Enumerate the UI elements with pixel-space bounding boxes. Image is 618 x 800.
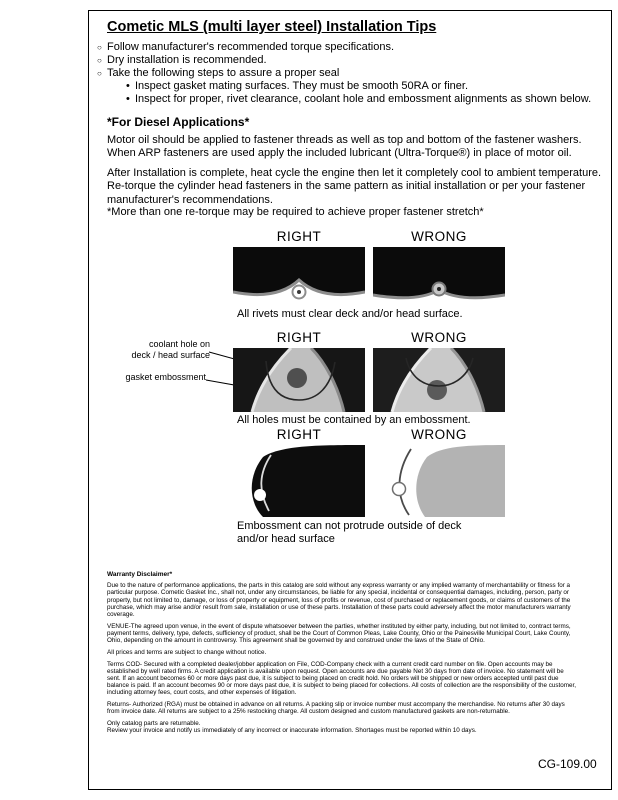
- coolant-hole-wrong-image: [373, 348, 505, 412]
- caption-line: Embossment can not protrude outside of deck: [237, 520, 462, 532]
- warranty-section: [107, 571, 579, 739]
- sub-tips-list: [107, 80, 598, 106]
- rivet-diagram-row: [233, 229, 505, 304]
- tip-item: [98, 67, 598, 106]
- right-label: RIGHT: [276, 330, 322, 345]
- rivet-caption: All rivets must clear deck and/or head surface.: [237, 308, 463, 320]
- embossment-right-image: [233, 445, 365, 517]
- installation-tips-list: [98, 41, 598, 106]
- tip-text: Follow manufacturer's recommended torque specifications.: [107, 41, 395, 53]
- embossment-images: [233, 445, 505, 517]
- warranty-heading: Warranty Disclaimer*: [107, 571, 173, 578]
- wrong-label: WRONG: [411, 427, 467, 442]
- coolant-hole-diagram-row: [233, 330, 505, 412]
- warranty-paragraph: Review your invoice and notify us immediately of any incorrect or inaccurate information. Shortages must be reported within 10 days.: [107, 727, 477, 735]
- caption-line: and/or head surface: [237, 533, 335, 545]
- tip-text: Take the following steps to assure a proper seal: [107, 67, 340, 79]
- sub-tip-item: [126, 80, 598, 93]
- right-label: RIGHT: [276, 229, 322, 244]
- diesel-paragraph-oil: Motor oil should be applied to fastener threads as well as top and bottom of the fastener washers. When ARP fasteners are used apply the included lubricant (Ultra-Torque®) in place of motor oil.: [107, 134, 582, 160]
- document-number: CG-109.00: [538, 757, 597, 771]
- holes-caption: All holes must be contained by an embossment.: [237, 414, 471, 426]
- right-wrong-header: [233, 427, 505, 442]
- coolant-hole-annotation: [128, 339, 210, 361]
- rivet-images: [233, 247, 505, 304]
- right-wrong-header: [233, 229, 505, 244]
- wrong-label: WRONG: [411, 229, 467, 244]
- coolant-hole-images: [233, 348, 505, 412]
- sub-tip-text: Inspect for proper, rivet clearance, coolant hole and embossment alignments as shown below.: [135, 93, 592, 105]
- right-wrong-header: [233, 330, 505, 345]
- annotation-line: coolant hole on: [148, 339, 210, 349]
- warranty-paragraph: Terms COD- Secured with a completed dealer/jobber application on File, COD-Company check with a current credit card number on file. Open accounts may be established by well rated firms. A credit application is available upon request. Open accounts are due payable Net 30 days from date of invoice. No statement will be sent. If an account becomes 60 or more days past due, it is subject to being placed on credit hold. No orders will be shipped or new orders accepted until past due balance is paid. If an account becomes 90 or more days past due, it is subject to being placed for collections. All costs of collection are the responsibility of the customer, including attorney fees, court costs, and other expenses of litigation.: [107, 660, 577, 697]
- tip-text: Dry installation is recommended.: [107, 54, 267, 66]
- page-title: Cometic MLS (multi layer steel) Installation Tips: [107, 19, 437, 35]
- annotation-line: deck / head surface: [131, 350, 210, 360]
- tip-item: [98, 41, 598, 54]
- tip-item: [98, 54, 598, 67]
- coolant-hole-right-image: [233, 348, 365, 412]
- warranty-paragraph: Due to the nature of performance applications, the parts in this catalog are sold without any express warranty or any implied warranty of merchantability or fitness for a particular purpose. Cometic Gasket Inc., shall not, under any circumstances, be liable for any special, incidental or consequential damages, including, person, party or property, but not limited to, damage, or loss of property or equipment, loss of profits or revenue, cost of purchased or replacement goods, or claims of customers of the purchase, which may arise and/or result from sale, installation or use of these parts. Installation of these parts could adversely affect the motor manufacturers warranty coverage.: [107, 582, 571, 619]
- diesel-applications-heading: *For Diesel Applications*: [107, 115, 250, 129]
- diesel-paragraph-heat-cycle: After Installation is complete, heat cycle the engine then let it completely cool to ambient temperature. Re-torque the cylinder head fasteners in the same pattern as initial installation or per your fastener manufacturer's recommendations.: [107, 167, 602, 206]
- embossment-caption: [237, 520, 461, 546]
- rivet-right-image: [233, 247, 365, 304]
- wrong-label: WRONG: [411, 330, 467, 345]
- gasket-embossment-annotation: gasket embossment: [125, 372, 206, 382]
- retorque-note: *More than one re-torque may be required to achieve proper fastener stretch*: [107, 206, 484, 218]
- sub-tip-text: Inspect gasket mating surfaces. They must be smooth 50RA or finer.: [135, 80, 469, 92]
- sub-tip-item: [126, 93, 598, 106]
- warranty-paragraph: VENUE-The agreed upon venue, in the event of dispute whatsoever between the parties, whether instituted by either party, including, but not limited to, contract terms, payment terms, delivery, type, defects, sufficiency of product, shall be the Court of Common Pleas, Lake County, Ohio or the Painesville Municipal Court, Lake County, Ohio, depending on the amount in controversy. This agreement shall be governed by and construed under the laws of the State of Ohio.: [107, 622, 571, 645]
- rivet-wrong-image: [373, 247, 505, 304]
- warranty-paragraph: All prices and terms are subject to change without notice.: [107, 648, 267, 656]
- embossment-wrong-image: [373, 445, 505, 517]
- warranty-paragraph: Returns- Authorized (RGA) must be obtained in advance on all returns. A packing slip or invoice number must accompany the merchandise. No returns after 30 days from invoice date. All returns are subject to a 25% restocking charge. All custom designed and custom manufactured gaskets are non-returnable.: [107, 701, 565, 716]
- warranty-paragraph: Only catalog parts are returnable.: [107, 719, 201, 727]
- embossment-diagram-row: [233, 427, 505, 517]
- right-label: RIGHT: [276, 427, 322, 442]
